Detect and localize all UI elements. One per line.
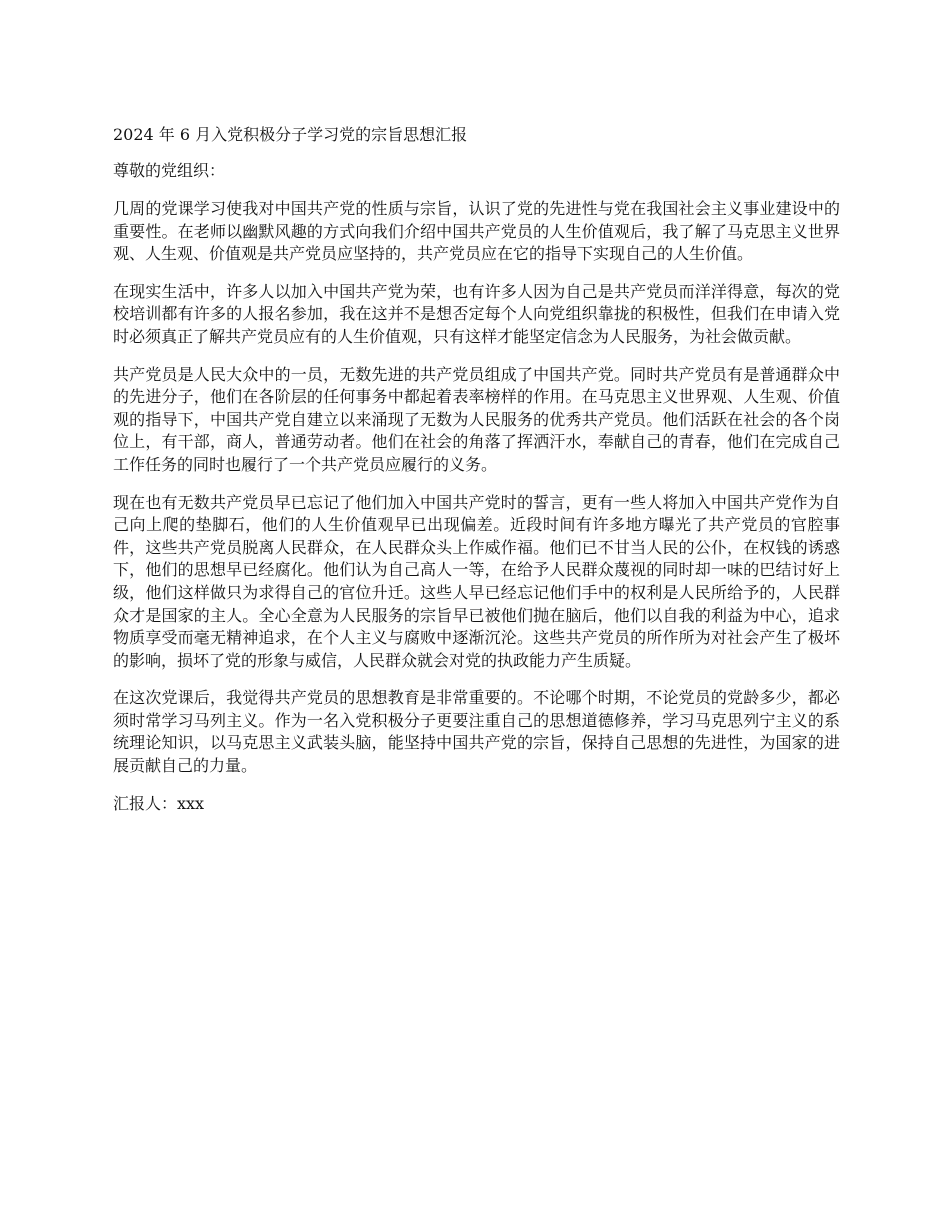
- signature: 汇报人：xxx: [113, 793, 205, 813]
- paragraph-3: 共产党员是人民大众中的一员，无数先进的共产党员组成了中国共产党。同时共产党员有是普通群众中的先进分子，他们在各阶层的任何事务中都起着表率榜样的作用。在马克思主义世界观、人生观、价值观的指导下，中国共产党自建立以来涌现了无数为人民服务的优秀共产党员。他们活跃在社会的各个岗位上，有干部，商人，普通劳动者。他们在社会的角落了挥洒汗水，奉献自己的青春，他们在完成自己工作任务的同时也履行了一个共产党员应履行的义务。: [113, 364, 840, 474]
- paragraph-4: 现在也有无数共产党员早已忘记了他们加入中国共产党时的誓言，更有一些人将加入中国共产党作为自己向上爬的垫脚石，他们的人生价值观早已出现偏差。近段时间有许多地方曝光了共产党员的官腔事件，这些共产党员脱离人民群众，在人民群众头上作威作福。他们已不甘当人民的公仆，在权钱的诱惑下，他们的思想早已经腐化。他们认为自己高人一等，在给予人民群众蔑视的同时却一味的巴结讨好上级，他们这样做只为求得自己的官位升迁。这些人早已经忘记他们手中的权利是人民所给予的，人民群众才是国家的主人。全心全意为人民服务的宗旨早已被他们抛在脑后，他们以自我的利益为中心，追求物质享受而毫无精神追求，在个人主义与腐败中逐渐沉沦。这些共产党员的所作所为对社会产生了极坏的影响，损坏了党的形象与威信，人民群众就会对党的执政能力产生质疑。: [113, 492, 840, 670]
- document-page: [113, 124, 840, 815]
- paragraph-2: 在现实生活中，许多人以加入中国共产党为荣，也有许多人因为自己是共产党员而洋洋得意，每次的党校培训都有许多的人报名参加，我在这并不是想否定每个人向党组织靠拢的积极性，但我们在申请入党时必须真正了解共产党员应有的人生价值观，只有这样才能坚定信念为人民服务，为社会做贡献。: [113, 281, 840, 346]
- document-title: 2024 年 6 月入党积极分子学习党的宗旨思想汇报: [113, 125, 468, 144]
- paragraph-1: 几周的党课学习使我对中国共产党的性质与宗旨，认识了党的先进性与党在我国社会主义事业建设中的重要性。在老师以幽默风趣的方式向我们介绍中国共产党员的人生价值观后，我了解了马克思主义世界观、人生观、价值观是共产党员应坚持的，共产党员应在它的指导下实现自己的人生价值。: [113, 199, 840, 264]
- salutation: 尊敬的党组织：: [113, 161, 226, 180]
- paragraph-5: 在这次党课后，我觉得共产党员的思想教育是非常重要的。不论哪个时期，不论党员的党龄多少，都必须时常学习马列主义。作为一名入党积极分子更要注重自己的思想道德修养，学习马克思列宁主义的系统理论知识，以马克思主义武装头脑，能坚持中国共产党的宗旨，保持自己思想的先进性，为国家的进展贡献自己的力量。: [113, 688, 840, 776]
